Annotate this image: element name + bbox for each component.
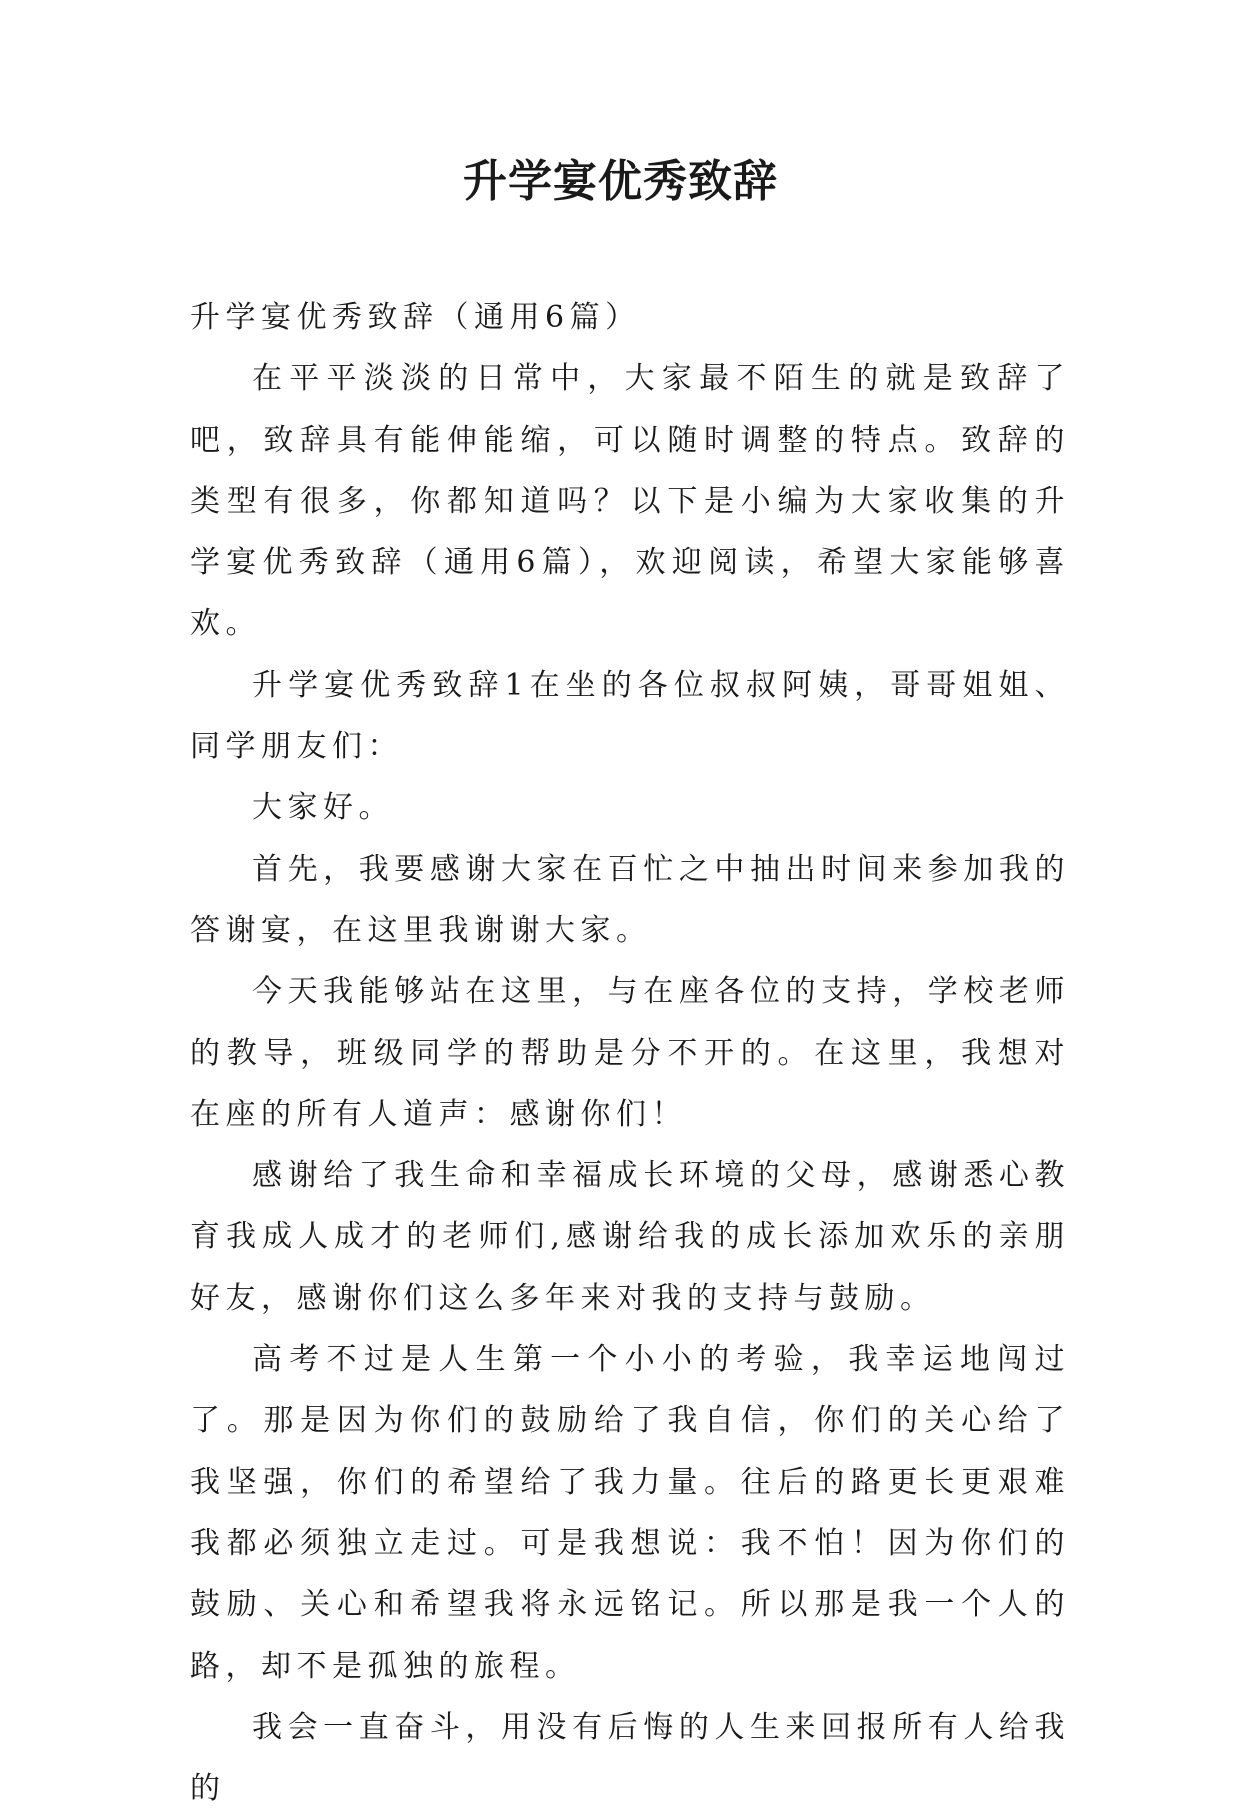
intro-paragraph: 在平平淡淡的日常中，大家最不陌生的就是致辞了吧，致辞具有能伸能缩，可以随时调整的特点。致辞的类型有很多，你都知道吗？以下是小编为大家收集的升学宴优秀致辞（通用6篇），欢迎阅读，希望大家能够喜欢。: [190, 361, 1070, 642]
hello-paragraph: 大家好。: [252, 790, 394, 826]
closing-paragraph: 我会一直奋斗，用没有后悔的人生来回报所有人给我的: [190, 1709, 1070, 1807]
support-paragraph: 今天我能够站在这里，与在座各位的支持，学校老师的教导，班级同学的帮助是分不开的。在这里，我想对在座的所有人道声：感谢你们！: [190, 974, 1070, 1132]
gratitude-paragraph: 感谢给了我生命和幸福成长环境的父母，感谢悉心教育我成人成才的老师们,感谢给我的成长添加欢乐的亲朋好友，感谢你们这么多年来对我的支持与鼓励。: [190, 1158, 1070, 1316]
document-title: 升学宴优秀致辞: [463, 156, 778, 207]
subtitle-paragraph: 升学宴优秀致辞（通用6篇）: [190, 300, 641, 335]
speech-greeting-paragraph: 升学宴优秀致辞1在坐的各位叔叔阿姨，哥哥姐姐、同学朋友们：: [190, 667, 1070, 765]
exam-paragraph: 高考不过是人生第一个小小的考验，我幸运地闯过了。那是因为你们的鼓励给了我自信，你们的关心给了我坚强，你们的希望给了我力量。往后的路更长更艰难我都必须独立走过。可是我想说：我不怕！因为你们的鼓励、关心和希望我将永远铭记。所以那是我一个人的路，却不是孤独的旅程。: [190, 1342, 1070, 1684]
thanks-attendance-paragraph: 首先，我要感谢大家在百忙之中抽出时间来参加我的答谢宴，在这里我谢谢大家。: [190, 851, 1070, 948]
document-body: [190, 287, 1070, 1819]
